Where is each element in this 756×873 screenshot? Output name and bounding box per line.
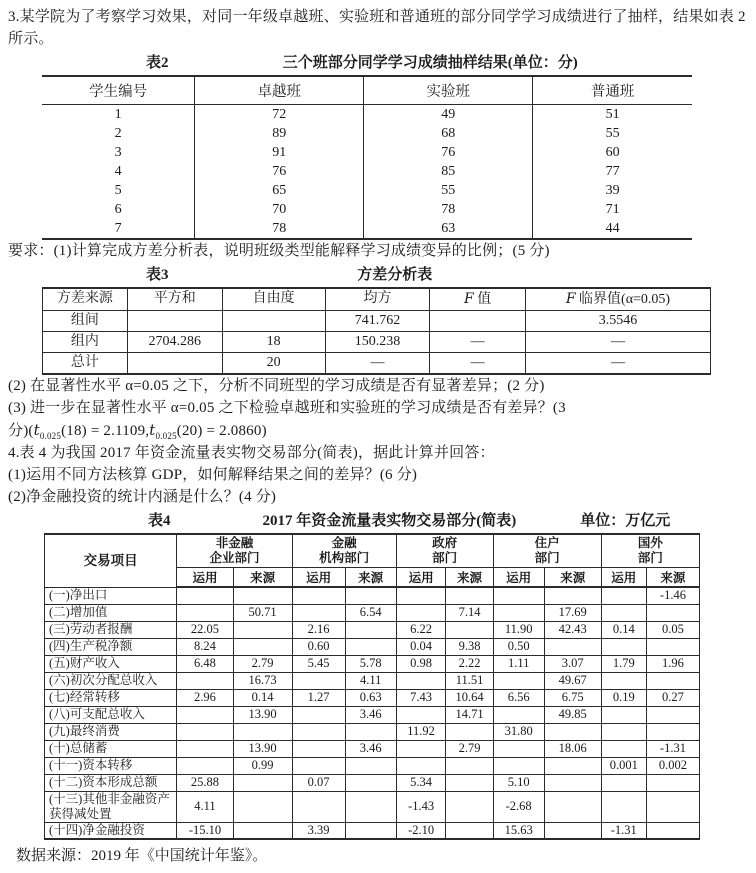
value-cell (396, 604, 446, 621)
value-cell: 16.73 (233, 672, 292, 689)
scores-table-header-row (42, 76, 692, 104)
value-cell (292, 740, 345, 757)
value-cell: 0.05 (646, 621, 699, 638)
column-header-student-id: 学生编号 (42, 76, 195, 104)
table-row (45, 723, 700, 740)
value-cell: 2.96 (177, 689, 233, 706)
row-label-cell: (十三)其他非金融资产获得减处置 (45, 791, 177, 822)
group-header-government: 政府 部门 (396, 534, 493, 568)
value-cell: 8.24 (177, 638, 233, 655)
value-cell: 0.99 (233, 757, 292, 774)
value-cell (177, 604, 233, 621)
value-cell: 11.51 (446, 672, 493, 689)
row-label-cell: 总计 (43, 352, 128, 374)
row-label-cell: (十)总储蓄 (45, 740, 177, 757)
row-label-cell: (九)最终消费 (45, 723, 177, 740)
value-cell (233, 791, 292, 822)
value-cell: 89 (195, 124, 364, 143)
value-cell: — (430, 331, 526, 352)
row-label-cell: 2 (42, 124, 195, 143)
value-cell (396, 740, 446, 757)
value-cell (345, 621, 396, 638)
value-cell (345, 587, 396, 604)
table4-label: 表4 (148, 512, 171, 529)
value-cell (646, 706, 699, 723)
value-cell (446, 621, 493, 638)
value-cell: 0.63 (345, 689, 396, 706)
value-cell: 4.11 (345, 672, 396, 689)
row-label-cell: (三)劳动者报酬 (45, 621, 177, 638)
value-cell (233, 723, 292, 740)
use-column-header: 运用 (601, 568, 646, 588)
value-cell: 20 (222, 352, 325, 374)
value-cell (127, 310, 222, 331)
value-cell: 5.78 (345, 655, 396, 672)
scores-table-body (42, 104, 692, 239)
value-cell: 39 (605, 182, 620, 198)
value-cell (601, 723, 646, 740)
value-cell: 7.43 (396, 689, 446, 706)
value-cell: -1.46 (646, 587, 699, 604)
value-cell (345, 791, 396, 822)
value-cell: 0.14 (233, 689, 292, 706)
anova-table (42, 287, 711, 375)
value-cell: 50.71 (233, 604, 292, 621)
column-header-variance-source: 方差来源 (43, 288, 128, 311)
value-cell (544, 723, 601, 740)
value-cell (601, 587, 646, 604)
table-row (42, 219, 692, 239)
value-cell (396, 672, 446, 689)
row-label-cell: 3 (42, 143, 195, 162)
value-cell (292, 706, 345, 723)
row-label-cell: (一)净出口 (45, 587, 177, 604)
value-cell: 11.92 (396, 723, 446, 740)
value-cell: 55 (364, 181, 533, 200)
value-cell: 55 (605, 125, 620, 141)
row-label-cell: 6 (42, 200, 195, 219)
value-cell: 6.54 (345, 604, 396, 621)
value-cell (233, 774, 292, 791)
value-cell: 7.14 (446, 604, 493, 621)
value-cell (177, 740, 233, 757)
value-cell: 6.56 (493, 689, 544, 706)
column-header-sum-of-squares: 平方和 (127, 288, 222, 311)
value-cell: 76 (364, 143, 533, 162)
value-cell (493, 740, 544, 757)
table-row (45, 655, 700, 672)
row-label-cell: (四)生产税净额 (45, 638, 177, 655)
table-row (42, 124, 692, 143)
value-cell: 150.238 (325, 331, 430, 352)
group-header-nonfinancial-enterprise: 非金融 企业部门 (177, 534, 292, 568)
value-cell: 31.80 (493, 723, 544, 740)
value-cell (233, 621, 292, 638)
value-cell: 741.762 (325, 310, 430, 331)
table4-title: 2017 年资金流量表实物交易部分(简表) (262, 512, 517, 529)
table-row (45, 604, 700, 621)
value-cell: 2.16 (292, 621, 345, 638)
question-4-intro: 4.表 4 为我国 2017 年资金流量表实物交易部分(简表)，据此计算并回答： (8, 444, 495, 461)
question-3-part2: (2) 在显著性水平 α=0.05 之下，分析不同班型的学习成绩是否有显著差异；(2 分) (8, 377, 545, 394)
value-cell (646, 791, 699, 822)
value-cell: 0.04 (396, 638, 446, 655)
value-cell: 2.79 (446, 740, 493, 757)
use-column-header: 运用 (396, 568, 446, 588)
value-cell: 1.27 (292, 689, 345, 706)
value-cell (177, 757, 233, 774)
value-cell (292, 587, 345, 604)
value-cell: -15.10 (177, 822, 233, 839)
value-cell: 6.48 (177, 655, 233, 672)
column-header-mean-square: 均方 (325, 288, 430, 311)
anova-requirement-text: 要求：(1)计算完成方差分析表，说明班级类型能解释学习成绩变异的比例；(5 分) (8, 242, 550, 259)
flow-of-funds-table (44, 533, 700, 841)
group-header-households: 住户 部门 (493, 534, 601, 568)
value-cell: 22.05 (177, 621, 233, 638)
value-cell: 71 (605, 201, 620, 217)
value-cell: 60 (605, 144, 620, 160)
use-column-header: 运用 (493, 568, 544, 588)
table-row (45, 740, 700, 757)
value-cell: 0.001 (601, 757, 646, 774)
value-cell: 2704.286 (127, 331, 222, 352)
table-row (42, 104, 692, 124)
table2-label: 表2 (146, 55, 169, 71)
value-cell: — (525, 331, 710, 352)
value-cell (127, 352, 222, 374)
value-cell: 25.88 (177, 774, 233, 791)
value-cell (601, 638, 646, 655)
value-cell: 5.10 (493, 774, 544, 791)
value-cell: 65 (195, 181, 364, 200)
value-cell (446, 723, 493, 740)
value-cell: -2.10 (396, 822, 446, 839)
value-cell (544, 587, 601, 604)
table-row (45, 774, 700, 791)
table-row (45, 791, 700, 822)
row-label-cell: (十一)资本转移 (45, 757, 177, 774)
value-cell: 0.60 (292, 638, 345, 655)
value-cell: 18 (222, 331, 325, 352)
value-cell (396, 587, 446, 604)
source-column-header: 来源 (544, 568, 601, 588)
value-cell (493, 604, 544, 621)
value-cell (493, 672, 544, 689)
value-cell: 2.79 (233, 655, 292, 672)
source-column-header: 来源 (345, 568, 396, 588)
value-cell: 15.63 (493, 822, 544, 839)
table2-caption (42, 53, 692, 73)
value-cell (233, 587, 292, 604)
value-cell: 13.90 (233, 740, 292, 757)
row-label-cell: 组内 (43, 331, 128, 352)
value-cell: 0.07 (292, 774, 345, 791)
value-cell: 85 (364, 162, 533, 181)
value-cell: 1.11 (493, 655, 544, 672)
value-cell: 49.67 (544, 672, 601, 689)
value-cell (646, 672, 699, 689)
table-row (42, 200, 692, 219)
value-cell (345, 638, 396, 655)
row-label-cell: (八)可支配总收入 (45, 706, 177, 723)
value-cell: 42.43 (544, 621, 601, 638)
table2-title: 三个班部分同学学习成绩抽样结果(单位：分) (282, 55, 578, 71)
value-cell (544, 638, 601, 655)
value-cell (177, 587, 233, 604)
value-cell (292, 723, 345, 740)
group-header-financial-institutions: 金融 机构部门 (292, 534, 396, 568)
row-label-cell: (二)增加值 (45, 604, 177, 621)
value-cell: 6.22 (396, 621, 446, 638)
value-cell (601, 604, 646, 621)
value-cell (601, 791, 646, 822)
value-cell: 0.002 (646, 757, 699, 774)
value-cell (446, 791, 493, 822)
value-cell: — (325, 352, 430, 374)
table-row (45, 587, 700, 604)
value-cell: 3.39 (292, 822, 345, 839)
value-cell: 3.46 (345, 740, 396, 757)
question-3-part3: (3) 进一步在显著性水平 α=0.05 之下检验卓越班和实验班的学习成绩是否有差异？(3 (8, 399, 566, 416)
value-cell: 70 (195, 200, 364, 219)
value-cell (345, 757, 396, 774)
row-label-cell: (五)财产收入 (45, 655, 177, 672)
source-column-header: 来源 (446, 568, 493, 588)
value-cell: 14.71 (446, 706, 493, 723)
table3-title: 方差分析表 (357, 266, 433, 283)
value-cell (646, 822, 699, 839)
value-cell: 4.11 (177, 791, 233, 822)
value-cell: 13.90 (233, 706, 292, 723)
table-row (45, 638, 700, 655)
value-cell: 44 (605, 220, 620, 236)
table3-label: 表3 (146, 266, 169, 283)
table3-caption (42, 265, 711, 285)
table-row (45, 689, 700, 706)
value-cell: -1.31 (601, 822, 646, 839)
value-cell (493, 757, 544, 774)
value-cell: 10.64 (446, 689, 493, 706)
column-header-experimental-class: 实验班 (364, 76, 533, 104)
source-column-header: 来源 (233, 568, 292, 588)
value-cell: 51 (605, 106, 620, 122)
value-cell (544, 774, 601, 791)
data-source-note: 数据来源：2019 年《中国统计年鉴》。 (16, 848, 268, 864)
value-cell: 9.38 (446, 638, 493, 655)
row-label-cell: 4 (42, 162, 195, 181)
value-cell: -1.43 (396, 791, 446, 822)
table4-caption (44, 511, 700, 531)
anova-table-header-row (43, 288, 711, 311)
value-cell (233, 822, 292, 839)
value-cell: 68 (364, 124, 533, 143)
value-cell: — (525, 352, 710, 374)
value-cell: 17.69 (544, 604, 601, 621)
question-4-part2: (2)净金融投资的统计内涵是什么？(4 分) (8, 488, 277, 505)
value-cell (292, 604, 345, 621)
value-cell: 3.46 (345, 706, 396, 723)
value-cell: 3.07 (544, 655, 601, 672)
value-cell: 1.79 (601, 655, 646, 672)
value-cell: — (430, 352, 526, 374)
value-cell (544, 757, 601, 774)
value-cell (177, 723, 233, 740)
value-cell (233, 638, 292, 655)
question-4-part1: (1)运用不同方法核算 GDP，如何解释结果之间的差异？(6 分) (8, 466, 418, 483)
source-column-header: 来源 (646, 568, 699, 588)
value-cell: 0.98 (396, 655, 446, 672)
value-cell: 49.85 (544, 706, 601, 723)
question-3-formula: 分)$(t_{0.025}(18) = 2.1109,t_{0.025}(20) = 2.0860)$ (8, 420, 267, 441)
row-label-cell: 组间 (43, 310, 128, 331)
value-cell: 5.45 (292, 655, 345, 672)
value-cell: 63 (364, 219, 533, 239)
value-cell: 49 (364, 104, 533, 124)
value-cell (177, 706, 233, 723)
row-label-cell: 1 (42, 104, 195, 124)
value-cell (292, 672, 345, 689)
value-cell (446, 822, 493, 839)
scores-table (42, 75, 692, 240)
value-cell: 91 (195, 143, 364, 162)
value-cell (601, 740, 646, 757)
value-cell: 5.34 (396, 774, 446, 791)
column-header-regular-class: 普通班 (533, 76, 692, 104)
table-row (42, 143, 692, 162)
flow-of-funds-table-body (45, 587, 700, 839)
column-header-transaction-item: 交易项目 (45, 534, 177, 588)
value-cell: 76 (195, 162, 364, 181)
value-cell (646, 638, 699, 655)
column-header-excellent-class: 卓越班 (195, 76, 364, 104)
value-cell (544, 791, 601, 822)
value-cell (493, 706, 544, 723)
value-cell (345, 723, 396, 740)
value-cell: 77 (605, 163, 620, 179)
value-cell: 0.14 (601, 621, 646, 638)
value-cell (396, 706, 446, 723)
value-cell (601, 672, 646, 689)
value-cell (446, 774, 493, 791)
table-row (43, 331, 711, 352)
column-header-f-critical-value: F 临界值(α=0.05) (525, 288, 710, 311)
row-label-cell: (六)初次分配总收入 (45, 672, 177, 689)
row-label-cell: 7 (42, 219, 195, 239)
value-cell (544, 822, 601, 839)
row-label-cell: (十四)净金融投资 (45, 822, 177, 839)
value-cell: 2.22 (446, 655, 493, 672)
table-row (45, 822, 700, 839)
value-cell (446, 757, 493, 774)
sector-group-header-row (45, 534, 700, 568)
value-cell: 72 (195, 104, 364, 124)
value-cell: -1.31 (646, 740, 699, 757)
row-label-cell: (十二)资本形成总额 (45, 774, 177, 791)
value-cell: 11.90 (493, 621, 544, 638)
value-cell: 78 (364, 200, 533, 219)
table-row (45, 706, 700, 723)
table-row (45, 672, 700, 689)
table-row (45, 757, 700, 774)
anova-table-body (43, 310, 711, 374)
value-cell: 0.27 (646, 689, 699, 706)
value-cell: 78 (195, 219, 364, 239)
column-header-f-value: F 值 (430, 288, 526, 311)
value-cell (646, 604, 699, 621)
value-cell (601, 706, 646, 723)
table-row (43, 352, 711, 374)
table-row (42, 181, 692, 200)
value-cell: 18.06 (544, 740, 601, 757)
use-column-header: 运用 (292, 568, 345, 588)
value-cell (646, 723, 699, 740)
value-cell (430, 310, 526, 331)
value-cell (446, 587, 493, 604)
value-cell: 0.50 (493, 638, 544, 655)
value-cell: -2.68 (493, 791, 544, 822)
value-cell: 6.75 (544, 689, 601, 706)
question-3-intro: 3.某学院为了考察学习效果，对同一年级卓越班、实验班和普通班的部分同学学习成绩进行了抽样，结果如表 2 所示。 (8, 9, 746, 47)
value-cell (601, 774, 646, 791)
value-cell (345, 774, 396, 791)
value-cell (222, 310, 325, 331)
value-cell: 0.19 (601, 689, 646, 706)
value-cell: 1.96 (646, 655, 699, 672)
column-header-degrees-of-freedom: 自由度 (222, 288, 325, 311)
table-row (45, 621, 700, 638)
value-cell (396, 757, 446, 774)
table-row (42, 162, 692, 181)
value-cell (292, 757, 345, 774)
row-label-cell: (七)经常转移 (45, 689, 177, 706)
value-cell (292, 791, 345, 822)
value-cell: 3.5546 (525, 310, 710, 331)
value-cell (646, 774, 699, 791)
table-row (43, 310, 711, 331)
table4-unit-label: 单位：万亿元 (580, 512, 671, 529)
group-header-rest-of-world: 国外 部门 (601, 534, 699, 568)
row-label-cell: 5 (42, 181, 195, 200)
value-cell (493, 587, 544, 604)
use-column-header: 运用 (177, 568, 233, 588)
value-cell (345, 822, 396, 839)
value-cell (177, 672, 233, 689)
